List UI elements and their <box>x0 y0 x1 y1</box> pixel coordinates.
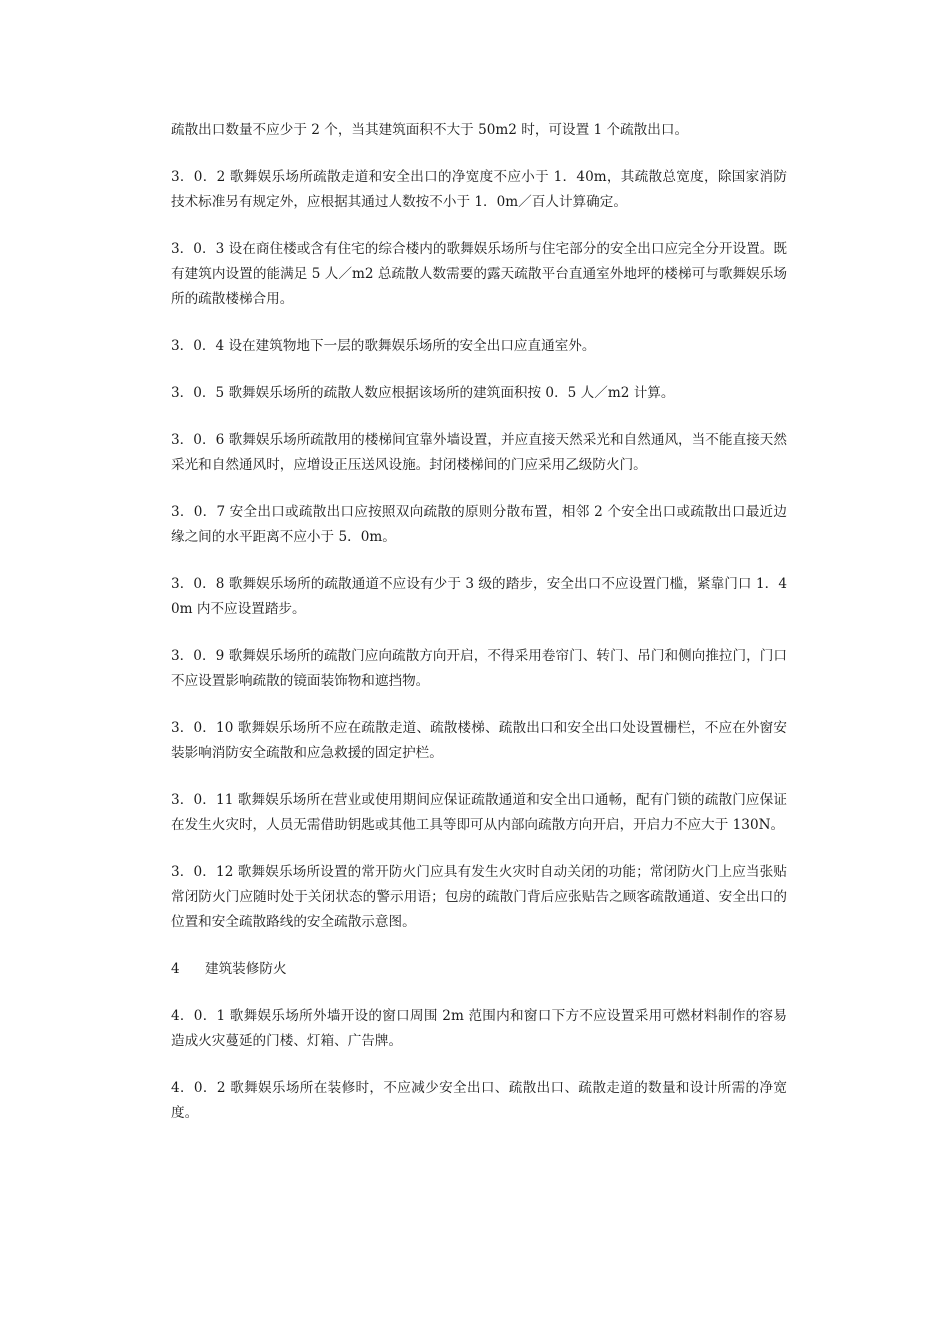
paragraph-3-0-7: 3．0．7 安全出口或疏散出口应按照双向疏散的原则分散布置，相邻 2 个安全出口或疏散出口最近边缘之间的水平距离不应小于 5．0m。 <box>171 504 787 545</box>
paragraph-3-0-8: 3．0．8 歌舞娱乐场所的疏散通道不应设有少于 3 级的踏步，安全出口不应设置门槛，紧靠门口 1．40m 内不应设置踏步。 <box>171 576 787 617</box>
paragraph-3-0-6: 3．0．6 歌舞娱乐场所疏散用的楼梯间宜靠外墙设置，并应直接天然采光和自然通风，当不能直接天然采光和自然通风时，应增设正压送风设施。封闭楼梯间的门应采用乙级防火门。 <box>171 432 787 473</box>
paragraph-3-0-2: 3．0．2 歌舞娱乐场所疏散走道和安全出口的净宽度不应小于 1．40m，其疏散总宽度，除国家消防技术标准另有规定外，应根据其通过人数按不小于 1．0m／百人计算确定。 <box>171 169 787 210</box>
section-heading <box>171 957 787 982</box>
paragraph-3-0-10: 3．0．10 歌舞娱乐场所不应在疏散走道、疏散楼梯、疏散出口和安全出口处设置栅栏，不应在外窗安装影响消防安全疏散和应急救援的固定护栏。 <box>171 720 787 761</box>
paragraph-3-0-9: 3．0．9 歌舞娱乐场所的疏散门应向疏散方向开启，不得采用卷帘门、转门、吊门和侧向推拉门，门口不应设置影响疏散的镜面装饰物和遮挡物。 <box>171 648 787 689</box>
paragraph-3-0-4: 3．0．4 设在建筑物地下一层的歌舞娱乐场所的安全出口应直通室外。 <box>171 338 596 354</box>
section-title: 建筑装修防火 <box>205 961 287 977</box>
paragraph-4-0-1: 4．0．1 歌舞娱乐场所外墙开设的窗口周围 2m 范围内和窗口下方不应设置采用可燃材料制作的容易造成火灾蔓延的门楼、灯箱、广告牌。 <box>171 1008 787 1049</box>
paragraph-3-0-11: 3．0．11 歌舞娱乐场所在营业或使用期间应保证疏散通道和安全出口通畅，配有门锁的疏散门应保证在发生火灾时，人员无需借助钥匙或其他工具等即可从内部向疏散方向开启，开启力不应大于 130N。 <box>171 792 787 833</box>
paragraph-3-0-3: 3．0．3 设在商住楼或含有住宅的综合楼内的歌舞娱乐场所与住宅部分的安全出口应完全分开设置。既有建筑内设置的能满足 5 人／m2 总疏散人数需要的露天疏散平台直通室外地坪的楼梯可与歌舞娱乐场所的疏散楼梯合用。 <box>171 241 787 307</box>
paragraph-4-0-2: 4．0．2 歌舞娱乐场所在装修时，不应减少安全出口、疏散出口、疏散走道的数量和设计所需的净宽度。 <box>171 1080 787 1121</box>
paragraph-3-0-12: 3．0．12 歌舞娱乐场所设置的常开防火门应具有发生火灾时自动关闭的功能；常闭防火门上应当张贴常闭防火门应随时处于关闭状态的警示用语；包房的疏散门背后应张贴告之顾客疏散通道、安全出口的位置和安全疏散路线的安全疏散示意图。 <box>171 864 787 930</box>
document-page <box>171 118 787 1148</box>
paragraph-3-0-5: 3．0．5 歌舞娱乐场所的疏散人数应根据该场所的建筑面积按 0．5 人／m2 计算。 <box>171 385 675 401</box>
paragraph-exit-count: 疏散出口数量不应少于 2 个，当其建筑面积不大于 50m2 时，可设置 1 个疏散出口。 <box>171 122 689 138</box>
section-number: 4 <box>171 961 180 977</box>
